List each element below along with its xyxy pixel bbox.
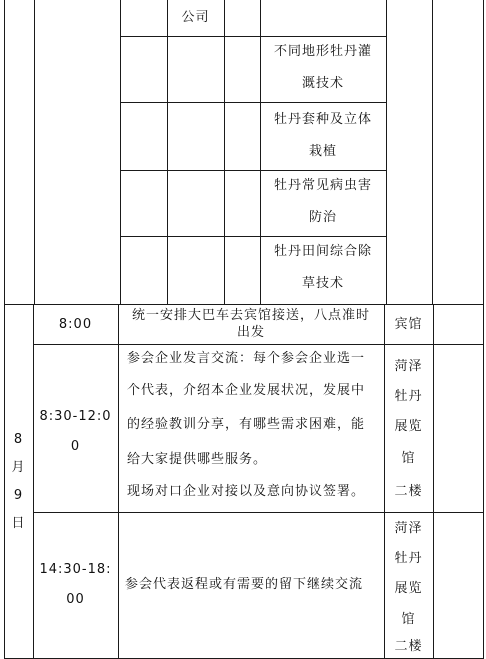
topic-line: 溉技术 (301, 76, 344, 91)
topic-line: 牡丹套种及立体 (273, 112, 372, 127)
time-cell: 8:00 (58, 317, 93, 332)
topic-line: 防治 (308, 210, 337, 225)
content-line: 参会代表返程或有需要的留下继续交流 (125, 577, 364, 592)
grid-line (120, 0, 121, 304)
grid-line (4, 0, 5, 659)
date-char: 月 (11, 460, 26, 475)
content-line: 给大家提供哪些服务。 (127, 452, 268, 467)
time-line: 14:30-18: (39, 562, 112, 577)
place-cell: 宾馆 (394, 317, 423, 332)
content-line: 的经验教训分享，有哪些需求困难，能 (127, 417, 366, 432)
grid-line (34, 0, 35, 304)
topic-line: 牡丹常见病虫害 (273, 178, 372, 193)
grid-line (33, 512, 484, 513)
grid-line (4, 304, 484, 305)
grid-line (167, 0, 168, 304)
time-line: 00 (66, 592, 85, 607)
place-line: 菏泽 (394, 359, 423, 374)
place-line: 二楼 (394, 484, 423, 499)
grid-line (120, 36, 386, 37)
time-line: 0 (70, 439, 81, 454)
date-char: 日 (11, 516, 26, 531)
grid-line (120, 170, 386, 171)
grid-line (120, 236, 386, 237)
grid-line (384, 304, 385, 659)
grid-line (118, 304, 119, 659)
topic-line: 牡丹田间综合除 (273, 244, 372, 259)
time-line: 8:30-12:0 (39, 409, 112, 424)
place-line: 牡丹 (394, 389, 423, 404)
content-line: 个代表，介绍本企业发展状况，发展中 (127, 383, 366, 398)
grid-line (433, 304, 434, 659)
grid-line (120, 102, 386, 103)
place-line: 馆 (401, 612, 416, 627)
date-char: 8 (13, 432, 24, 447)
place-line: 菏泽 (394, 521, 423, 536)
content-line: 现场对口企业对接以及意向协议签署。 (127, 484, 366, 499)
topic-line: 栽植 (308, 144, 337, 159)
place-line: 牡丹 (394, 551, 423, 566)
grid-line (33, 344, 484, 345)
content-line: 统一安排大巴车去宾馆接送，八点准时 (131, 308, 370, 323)
grid-line (386, 0, 387, 304)
company-cell-text: 公司 (181, 10, 210, 25)
place-line: 二楼 (394, 639, 423, 654)
content-line: 参会企业发言交流：每个参会企业选一 (127, 351, 366, 366)
place-line: 展览 (394, 581, 423, 596)
topic-line: 草技术 (301, 276, 344, 291)
grid-line (432, 0, 433, 304)
place-line: 馆 (401, 451, 416, 466)
grid-line (483, 0, 484, 659)
grid-line (224, 0, 225, 304)
content-line: 出发 (236, 325, 265, 340)
topic-line: 不同地形牡丹灌 (273, 44, 372, 59)
date-char: 9 (13, 488, 24, 503)
place-line: 展览 (394, 419, 423, 434)
